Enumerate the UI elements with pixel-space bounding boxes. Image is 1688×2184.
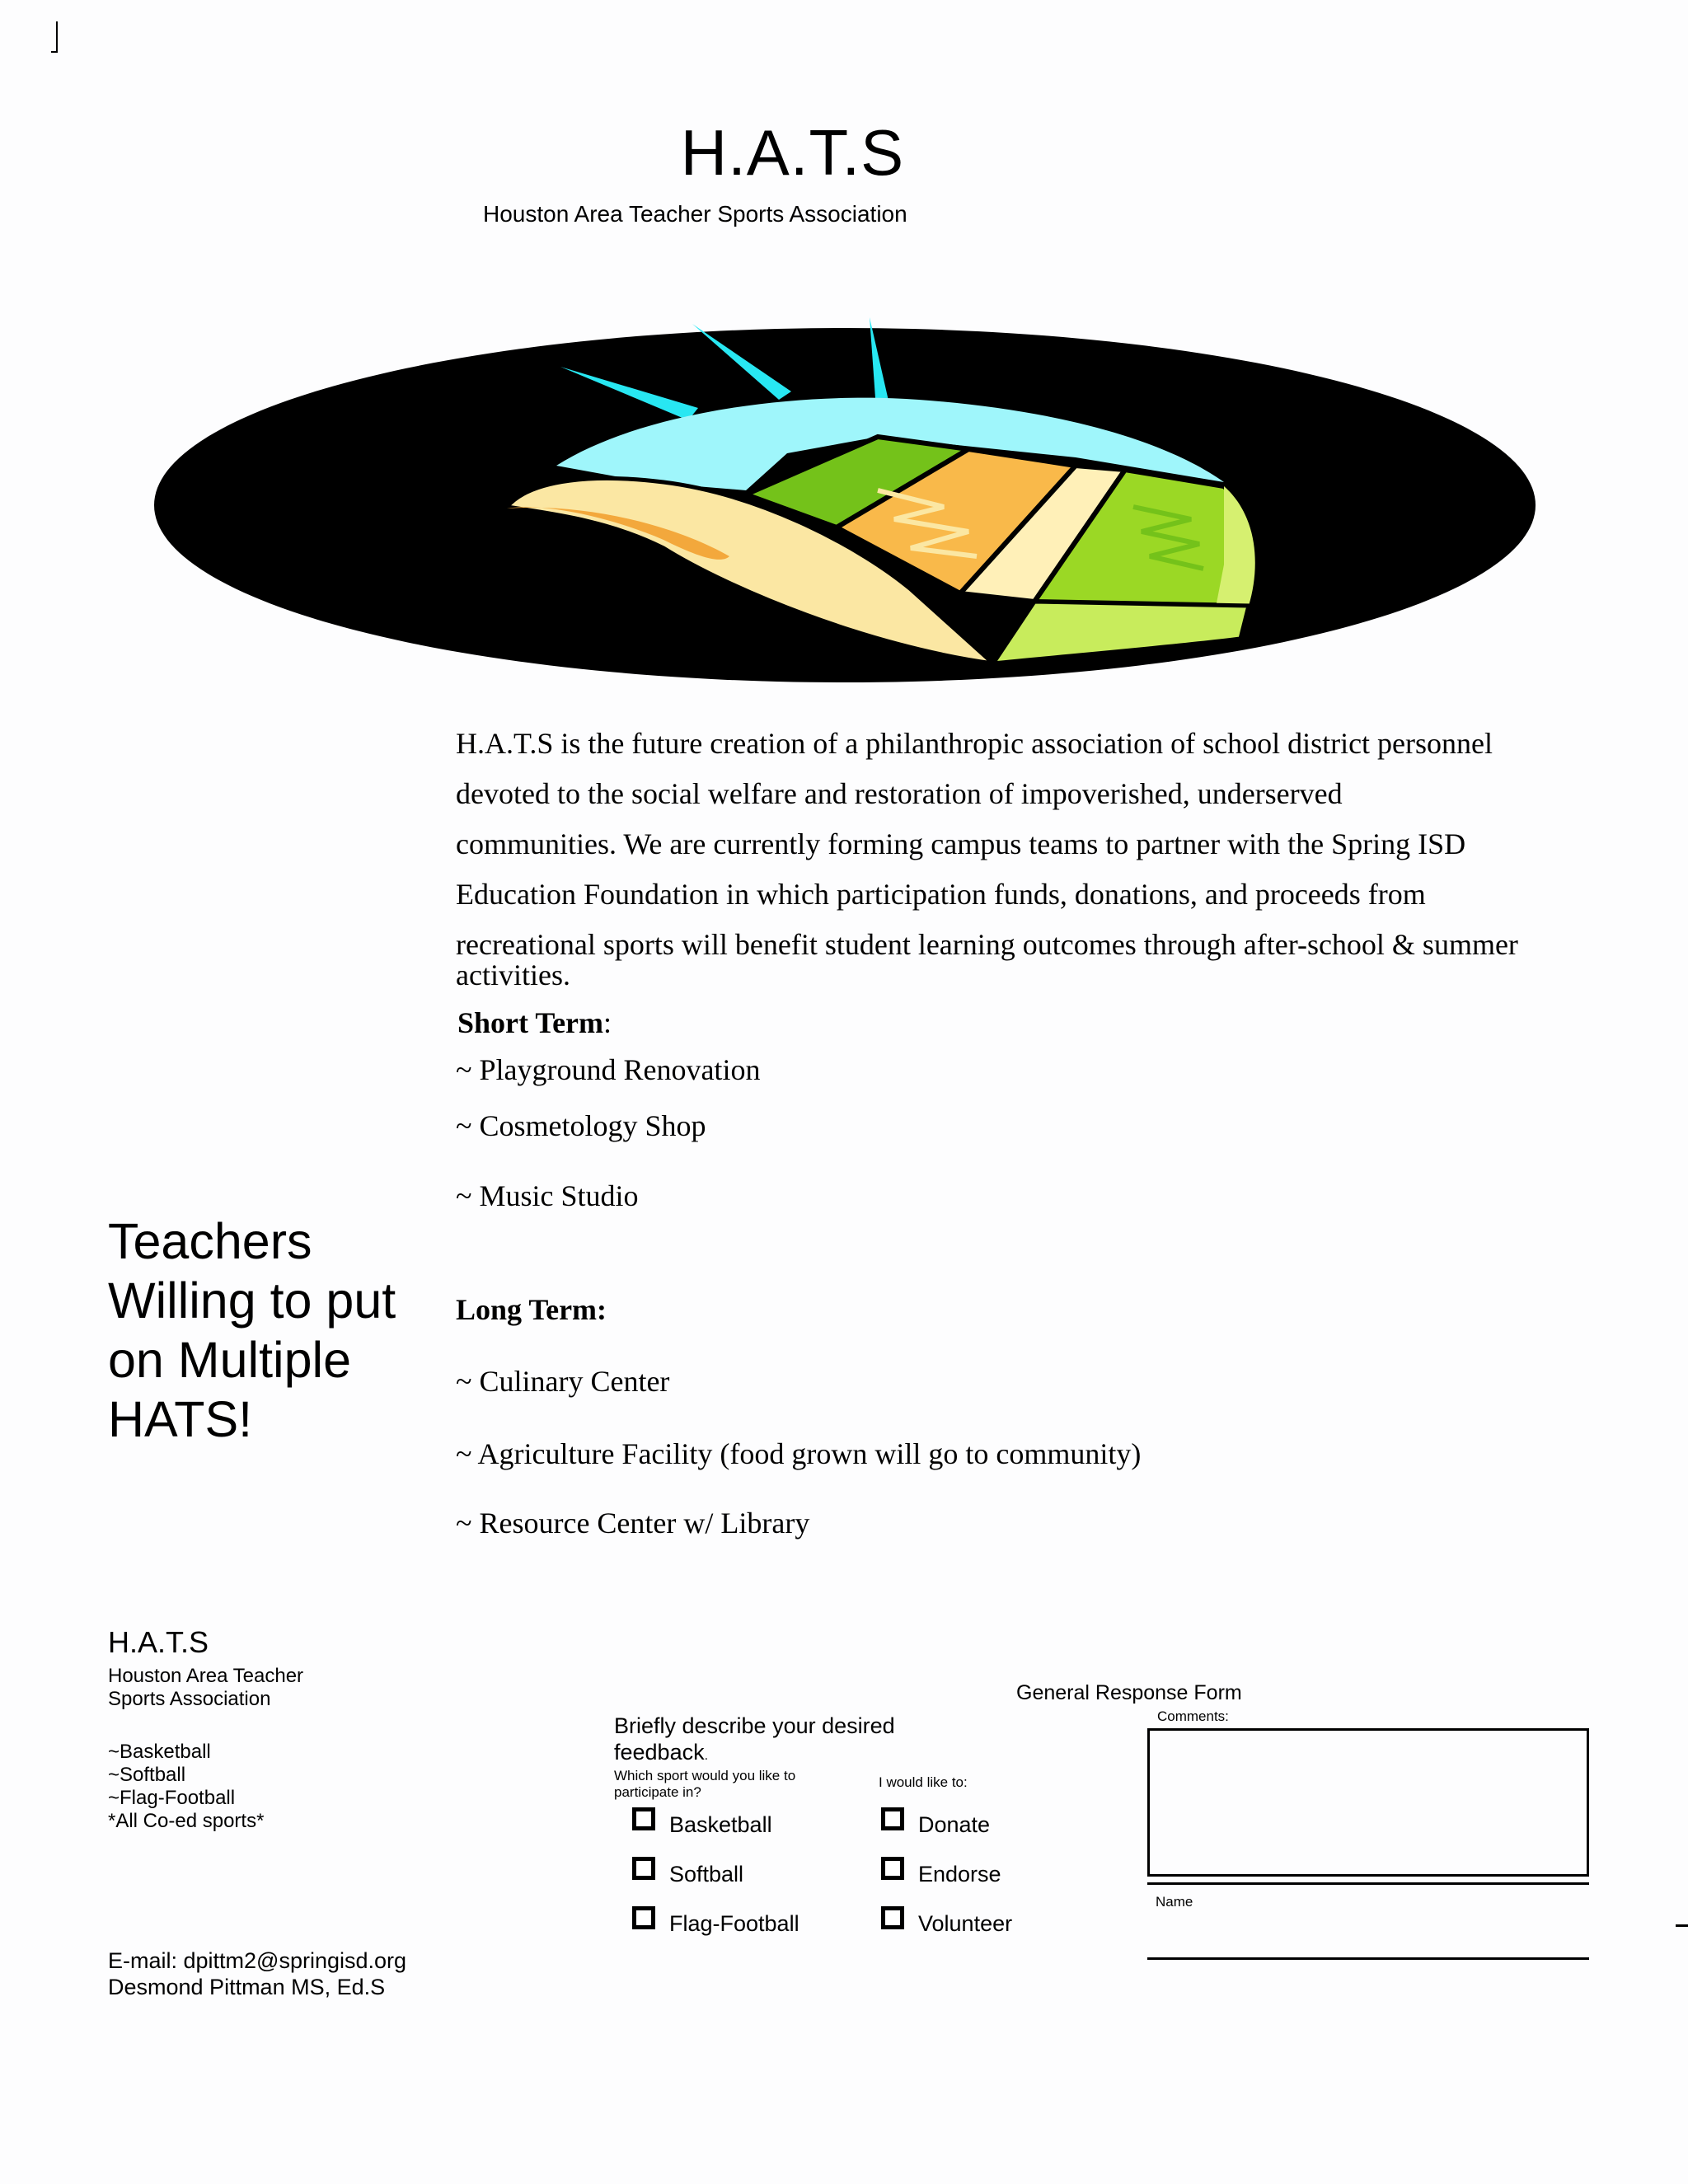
flag-football-option-label: Flag-Football: [669, 1911, 799, 1936]
contact-block: [108, 1947, 406, 2000]
feedback-prompt: [614, 1713, 895, 1769]
intro-line: communities. We are currently forming campus teams to partner with the Spring ISD: [456, 827, 1466, 860]
action-question: I would like to:: [879, 1774, 968, 1790]
footer-sport-item: ~Softball: [108, 1764, 186, 1786]
flag-football-checkbox[interactable]: [632, 1906, 655, 1929]
form-title: General Response Form: [1016, 1681, 1242, 1704]
footer-sport-item: ~Flag-Football: [108, 1787, 236, 1809]
name-field-line[interactable]: [1147, 1957, 1589, 1960]
tagline-line: on Multiple: [108, 1332, 351, 1388]
long-term-heading: Long Term:: [456, 1293, 607, 1326]
short-term-colon: :: [603, 1006, 612, 1039]
endorse-checkbox[interactable]: [881, 1857, 904, 1880]
footer-sport-item: ~Basketball: [108, 1741, 211, 1763]
short-term-item: ~ Playground Renovation: [456, 1053, 761, 1086]
intro-line: H.A.T.S is the future creation of a philanthropic association of school district personnel: [456, 727, 1493, 760]
feedback-word: feedback: [614, 1740, 705, 1765]
tagline-line: Teachers: [108, 1213, 312, 1269]
long-term-item: ~ Culinary Center: [456, 1365, 670, 1398]
sport-question: [614, 1768, 795, 1801]
tagline-line: HATS!: [108, 1391, 253, 1447]
intro-line: devoted to the social welfare and restoration of impoverished, underserved: [456, 777, 1343, 810]
comments-underline: [1147, 1882, 1589, 1885]
footer-org-line: Sports Association: [108, 1688, 271, 1710]
volunteer-checkbox[interactable]: [881, 1906, 904, 1929]
footer-sport-item: *All Co-ed sports*: [108, 1810, 265, 1832]
sport-question-line: participate in?: [614, 1784, 701, 1800]
short-term-label: Short Term: [457, 1006, 604, 1039]
short-term-heading: [457, 1005, 612, 1040]
footer-title: H.A.T.S: [108, 1625, 209, 1659]
tagline-line: Willing to put: [108, 1272, 396, 1329]
name-label: Name: [1156, 1894, 1193, 1910]
edge-tick-mark: [1676, 1924, 1688, 1927]
contact-name: Desmond Pittman MS, Ed.S: [108, 1975, 386, 1999]
basketball-checkbox[interactable]: [632, 1807, 655, 1830]
footer-org-name: [108, 1665, 303, 1711]
intro-line: recreational sports will benefit student learning outcomes through after-school & summer: [456, 928, 1518, 961]
feedback-prompt-line: Briefly describe your desired: [614, 1713, 895, 1738]
long-term-item: ~ Resource Center w/ Library: [456, 1507, 810, 1540]
donate-option-label: Donate: [918, 1812, 991, 1837]
tagline: [108, 1212, 438, 1449]
short-term-item: ~ Music Studio: [456, 1179, 639, 1212]
feedback-dot: .: [704, 1749, 709, 1763]
contact-email[interactable]: E-mail: dpittm2@springisd.org: [108, 1948, 407, 1973]
intro-line: Education Foundation in which participation funds, donations, and proceeds from: [456, 878, 1426, 911]
sport-question-line: Which sport would you like to: [614, 1768, 796, 1783]
softball-checkbox[interactable]: [632, 1857, 655, 1880]
footer-sports-list: [108, 1741, 264, 1833]
intro-paragraph: [456, 719, 1577, 970]
volunteer-option-label: Volunteer: [918, 1911, 1013, 1936]
donate-checkbox[interactable]: [881, 1807, 904, 1830]
long-term-item: ~ Agriculture Facility (food grown will go to community): [456, 1437, 1142, 1470]
page-subtitle: Houston Area Teacher Sports Association: [483, 201, 907, 227]
endorse-option-label: Endorse: [918, 1862, 1001, 1886]
short-term-item: ~ Cosmetology Shop: [456, 1109, 706, 1142]
footer-org-line: Houston Area Teacher: [108, 1665, 304, 1687]
intro-last-line: activities.: [456, 958, 570, 991]
feedback-prompt-line: [614, 1739, 895, 1769]
softball-option-label: Softball: [669, 1862, 744, 1886]
comments-label: Comments:: [1157, 1708, 1229, 1724]
stadium-logo-icon: [152, 317, 1537, 684]
page-title: H.A.T.S: [680, 116, 905, 189]
corner-crop-mark: [51, 21, 59, 54]
basketball-option-label: Basketball: [669, 1812, 772, 1837]
comments-box[interactable]: [1147, 1728, 1589, 1877]
